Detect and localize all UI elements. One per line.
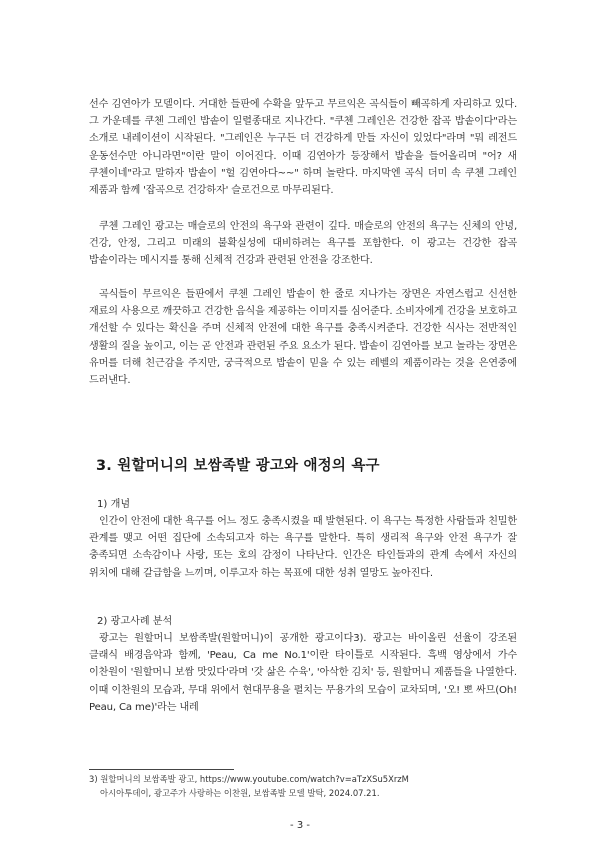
body-paragraph: 쿠첸 그레인 광고는 매슬로의 안전의 욕구와 관련이 깊다. 매슬로의 안전의 욕구는 신체의 안녕, 건강, 안정, 그리고 미래의 불확실성에 대비하려는 욕구를 포함한다. 이 광고는 건강한 잡곡 밥솥이라는 메시지를 통해 신체적 건강과 관련된 안전을 강조한다. [89,221,517,267]
footnote-line: 아시아투데이, 광고주가 사랑하는 이찬원, 보쌈족발 모델 발탁, 2024.07.21. [100,787,380,798]
body-paragraph: 선수 김연아가 모델이다. 거대한 들판에 수확을 앞두고 무르익은 곡식들이 빼곡하게 자리하고 있다. 그 가운데를 쿠첸 그레인 밥솥이 일렬종대로 지나간다. "쿠첸 그레인은 건강한 잡곡 밥솥이다"라는 소개로 내레이션이 시작된다. "그레인은 누구든 더 건강하게 만들 자신이 있었다"라며 "뭐 레전드 운동선수만 아니라면"이란 말이 이어진다. 이때 김연아가 등장해서 밥솥을 들어올리며 "어? 새 쿠첸이네"라고 말하자 밥솥이 "헐 김연아다~~" 하며 놀란다. 마지막엔 곡식 더미 속 쿠첸 그레인 제품과 함께 '잡곡으로 건강하자' 슬로건으로 마무리된다. [89,99,517,197]
section-heading: 3. 원할머니의 보쌈족발 광고와 애정의 욕구 [96,458,380,474]
body-paragraph: 광고는 원할머니 보쌈족발(원할머니)이 공개한 광고이다3). 광고는 바이올린 선율이 강조된 클래식 배경음악과 함께, 'Peau, Ca me No.1'이란 타이틀로 시작된다. 흑백 영상에서 가수 이찬원이 '원할머니 보쌈 맛있다'라며 '갓 삶은 수육', '아삭한 김치' 등, 원할머니 제품들을 나열한다. 이때 이찬원의 모습과, 무대 위에서 현대무용을 펼치는 무용가의 모습이 교차되며, '오! 뽀 싸므(Oh! Peau, Ca me)'라는 내레 [89,633,517,713]
page-number: - 3 - [290,820,310,831]
subsection-title: 1) 개념 [97,499,131,510]
body-paragraph: 곡식들이 무르익은 들판에서 쿠첸 그레인 밥솥이 한 줄로 지나가는 장면은 자연스럽고 신선한 재료의 사용으로 깨끗하고 건강한 음식을 제공하는 이미지를 심어준다. 소비자에게 건강을 보호하고 개선할 수 있다는 확신을 주며 신체적 안전에 대한 욕구를 충족시켜준다. 건강한 식사는 전반적인 생활의 질을 높이고, 이는 곧 안전과 관련된 주요 요소가 된다. 밥솥이 김연아를 보고 놀라는 장면은 유머를 더해 친근감을 주지만, 궁극적으로 밥솥이 믿을 수 있는 레벨의 제품이라는 것을 은연중에 드러낸다. [89,289,517,387]
footnote-line: 3) 원할머니의 보쌈족발 광고, https://www.youtube.com/watch?v=aTzXSu5XrzM [89,774,409,784]
subsection-title: 2) 광고사례 분석 [97,616,173,627]
footnote-divider [89,769,234,770]
body-paragraph: 인간이 안전에 대한 욕구를 어느 정도 충족시켰을 때 발현된다. 이 욕구는 특정한 사람들과 친밀한 관계를 맺고 어떤 집단에 소속되고자 하는 욕구를 말한다. 특히 생리적 욕구와 안전 욕구가 잘 충족되면 소속감이나 사랑, 또는 호의 감정이 나타난다. 인간은 타인들과의 관계 속에서 자신의 위치에 대해 갈급함을 느끼며, 이루고자 하는 목표에 대한 성취 열망도 높아진다. [89,516,517,579]
footnote [89,773,529,800]
